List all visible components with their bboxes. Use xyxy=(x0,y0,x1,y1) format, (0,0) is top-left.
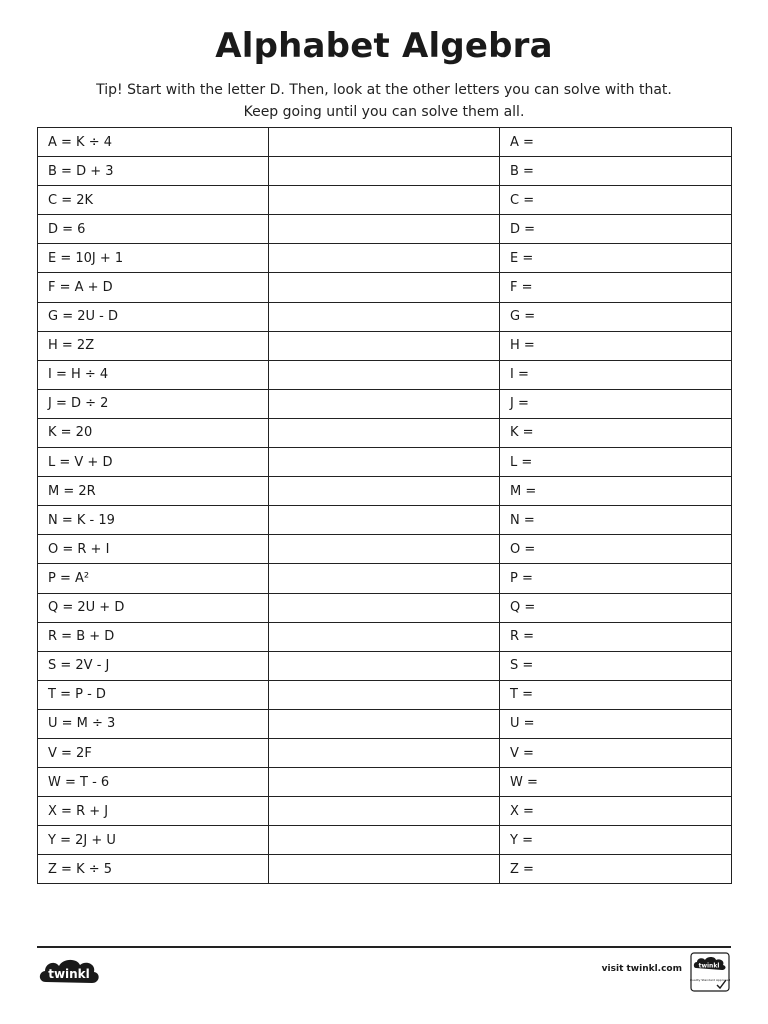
working-cell[interactable] xyxy=(269,418,500,447)
working-cell[interactable] xyxy=(269,331,500,360)
answer-cell[interactable]: R = xyxy=(500,622,732,651)
table-row xyxy=(38,709,732,738)
table-row xyxy=(38,797,732,826)
equation-cell: H = 2Z xyxy=(38,331,269,360)
answer-cell[interactable]: H = xyxy=(500,331,732,360)
table-row xyxy=(38,331,732,360)
table-row xyxy=(38,244,732,273)
answer-cell[interactable]: M = xyxy=(500,477,732,506)
table-row xyxy=(38,186,732,215)
table-row xyxy=(38,477,732,506)
badge-brand: twinkl xyxy=(698,962,720,970)
answer-cell[interactable]: S = xyxy=(500,651,732,680)
table-row xyxy=(38,273,732,302)
answer-cell[interactable]: Z = xyxy=(500,855,732,884)
answer-cell[interactable]: G = xyxy=(500,302,732,331)
quality-standard-badge-icon xyxy=(690,952,730,992)
equation-cell: Z = K ÷ 5 xyxy=(38,855,269,884)
equation-cell: A = K ÷ 4 xyxy=(38,128,269,157)
equation-cell: L = V + D xyxy=(38,448,269,477)
working-cell[interactable] xyxy=(269,826,500,855)
equation-cell: S = 2V - J xyxy=(38,651,269,680)
table-row xyxy=(38,680,732,709)
working-cell[interactable] xyxy=(269,564,500,593)
working-cell[interactable] xyxy=(269,506,500,535)
algebra-table xyxy=(37,127,732,884)
answer-cell[interactable]: A = xyxy=(500,128,732,157)
equation-cell: N = K - 19 xyxy=(38,506,269,535)
working-cell[interactable] xyxy=(269,535,500,564)
equation-cell: X = R + J xyxy=(38,797,269,826)
equation-cell: G = 2U - D xyxy=(38,302,269,331)
answer-cell[interactable]: N = xyxy=(500,506,732,535)
working-cell[interactable] xyxy=(269,215,500,244)
table-row xyxy=(38,157,732,186)
table-row xyxy=(38,738,732,767)
answer-cell[interactable]: V = xyxy=(500,738,732,767)
equation-cell: T = P - D xyxy=(38,680,269,709)
answer-cell[interactable]: K = xyxy=(500,418,732,447)
answer-cell[interactable]: C = xyxy=(500,186,732,215)
answer-cell[interactable]: E = xyxy=(500,244,732,273)
answer-cell[interactable]: Q = xyxy=(500,593,732,622)
answer-cell[interactable]: U = xyxy=(500,709,732,738)
working-cell[interactable] xyxy=(269,302,500,331)
table-row xyxy=(38,768,732,797)
equation-cell: R = B + D xyxy=(38,622,269,651)
working-cell[interactable] xyxy=(269,448,500,477)
equation-cell: Q = 2U + D xyxy=(38,593,269,622)
working-cell[interactable] xyxy=(269,797,500,826)
answer-cell[interactable]: P = xyxy=(500,564,732,593)
equation-cell: K = 20 xyxy=(38,418,269,447)
working-cell[interactable] xyxy=(269,768,500,797)
equation-cell: W = T - 6 xyxy=(38,768,269,797)
table-row xyxy=(38,855,732,884)
working-cell[interactable] xyxy=(269,157,500,186)
answer-cell[interactable]: D = xyxy=(500,215,732,244)
working-cell[interactable] xyxy=(269,622,500,651)
answer-cell[interactable]: B = xyxy=(500,157,732,186)
answer-cell[interactable]: Y = xyxy=(500,826,732,855)
equation-cell: Y = 2J + U xyxy=(38,826,269,855)
page-title: Alphabet Algebra xyxy=(215,26,553,66)
table-row xyxy=(38,826,732,855)
equation-cell: U = M ÷ 3 xyxy=(38,709,269,738)
equation-cell: C = 2K xyxy=(38,186,269,215)
working-cell[interactable] xyxy=(269,128,500,157)
algebra-table-body xyxy=(38,128,732,884)
table-row xyxy=(38,593,732,622)
table-row xyxy=(38,418,732,447)
working-cell[interactable] xyxy=(269,477,500,506)
visit-link[interactable]: visit twinkl.com xyxy=(601,964,682,974)
working-cell[interactable] xyxy=(269,651,500,680)
tip-line-2: Keep going until you can solve them all. xyxy=(243,104,525,120)
logo-text: twinkl xyxy=(48,967,90,981)
table-row xyxy=(38,564,732,593)
working-cell[interactable] xyxy=(269,709,500,738)
table-row xyxy=(38,389,732,418)
working-cell[interactable] xyxy=(269,389,500,418)
tip-line-1: Tip! Start with the letter D. Then, look at the other letters you can solve with that. xyxy=(96,82,672,98)
answer-cell[interactable]: X = xyxy=(500,797,732,826)
equation-cell: M = 2R xyxy=(38,477,269,506)
working-cell[interactable] xyxy=(269,593,500,622)
working-cell[interactable] xyxy=(269,680,500,709)
answer-cell[interactable]: L = xyxy=(500,448,732,477)
equation-cell: V = 2F xyxy=(38,738,269,767)
table-row xyxy=(38,506,732,535)
equation-cell: I = H ÷ 4 xyxy=(38,360,269,389)
answer-cell[interactable]: F = xyxy=(500,273,732,302)
equation-cell: F = A + D xyxy=(38,273,269,302)
table-row xyxy=(38,535,732,564)
working-cell[interactable] xyxy=(269,186,500,215)
equation-cell: P = A² xyxy=(38,564,269,593)
badge-text: Quality Standard Approved xyxy=(690,978,730,982)
equation-cell: J = D ÷ 2 xyxy=(38,389,269,418)
twinkl-cloud-logo-icon xyxy=(36,955,102,989)
table-row xyxy=(38,448,732,477)
table-row xyxy=(38,651,732,680)
answer-cell[interactable]: I = xyxy=(500,360,732,389)
table-row xyxy=(38,302,732,331)
answer-cell[interactable]: W = xyxy=(500,768,732,797)
working-cell[interactable] xyxy=(269,738,500,767)
equation-cell: D = 6 xyxy=(38,215,269,244)
answer-cell[interactable]: T = xyxy=(500,680,732,709)
working-cell[interactable] xyxy=(269,855,500,884)
tip-text xyxy=(0,79,768,123)
answer-cell[interactable]: O = xyxy=(500,535,732,564)
working-cell[interactable] xyxy=(269,244,500,273)
answer-cell[interactable]: J = xyxy=(500,389,732,418)
working-cell[interactable] xyxy=(269,360,500,389)
table-row xyxy=(38,128,732,157)
equation-cell: B = D + 3 xyxy=(38,157,269,186)
working-cell[interactable] xyxy=(269,273,500,302)
table-row xyxy=(38,622,732,651)
footer-divider xyxy=(37,946,731,948)
equation-cell: O = R + I xyxy=(38,535,269,564)
equation-cell: E = 10J + 1 xyxy=(38,244,269,273)
table-row xyxy=(38,215,732,244)
table-row xyxy=(38,360,732,389)
